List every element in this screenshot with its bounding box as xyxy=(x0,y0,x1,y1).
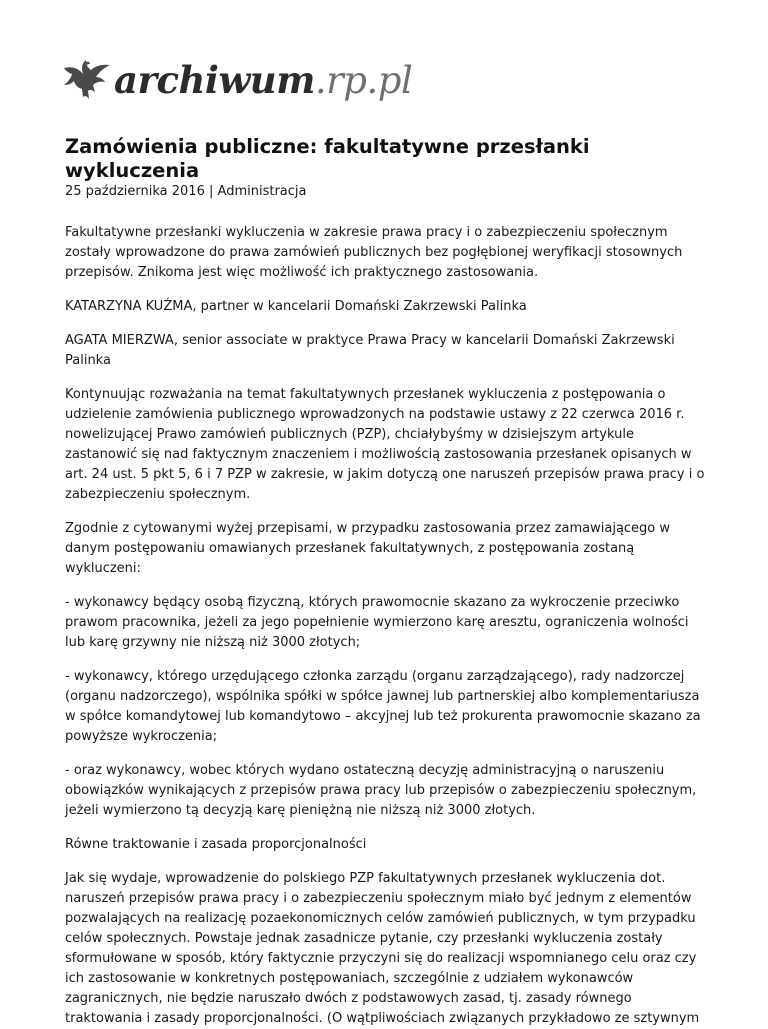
article-paragraph: Kontynuując rozważania na temat fakultatywnych przesłanek wykluczenia z postępowania o udzielenie zamówienia publicznego wprowadzonych na podstawie ustawy z 22 czerwca 2016 r. nowelizującej Prawo zamówień publicznych (PZP), chciałybyśmy w dzisiejszym artykule zastanowić się nad faktycznym znaczeniem i możliwością zastosowania przesłanek opisanych w art. 24 ust. 5 pkt 5, 6 i 7 PZP w zakresie, w jakim dotyczą one naruszeń przepisów prawa pracy i o zabezpieczeniu społecznym. xyxy=(65,387,705,502)
article-date: 25 października 2016 xyxy=(65,184,205,199)
section-subheading: Równe traktowanie i zasada proporcjonalności xyxy=(65,837,367,852)
logo-wordmark xyxy=(114,57,413,102)
logo-text-suffix: .rp.pl xyxy=(314,58,413,102)
logo-text-main: archiwum xyxy=(114,57,315,102)
article-title: Zamówienia publiczne: fakultatywne przesłanki wykluczenia xyxy=(65,135,590,182)
article-lead: Fakultatywne przesłanki wykluczenia w zakresie prawa pracy i o zabezpieczeniu społecznym zostały wprowadzone do prawa zamówień publicznych bez pogłębionej weryfikacji stosownych przepisów. Znikoma jest więc możliwość ich praktycznego zastosowania. xyxy=(65,225,683,280)
article-paragraph: Jak się wydaje, wprowadzenie do polskiego PZP fakultatywnych przesłanek wykluczenia dot. naruszeń przepisów prawa pracy i o zabezpieczeniu społecznym miało być jednym z elementów pozwalających na realizację pozaekonomicznych celów zamówień publicznych, w tym przypadku celów społecznych. Powstaje jednak zasadnicze pytanie, czy przesłanki wykluczenia zostały sformułowane w sposób, który faktycznie przyczyni się do realizacji wspomnianego celu oraz czy ich zastosowanie w konkretnych postępowaniach, szczególnie z udziałem wykonawców zagranicznych, nie będzie naruszało dwóch z podstawowych zasad, tj. zasady równego traktowania i zasady proporcjonalności. (O wątpliwościach związanych przykładowo ze sztywnym xyxy=(65,871,700,1026)
article xyxy=(65,135,705,1029)
article-paragraph: - oraz wykonawcy, wobec których wydano ostateczną decyzję administracyjną o naruszeniu obowiązków wynikających z przepisów prawa pracy lub przepisów o zabezpieczeniu społecznym, jeżeli wymierzono tą decyzją karę pieniężną nie niższą niż 3000 złotych. xyxy=(65,763,697,818)
article-category[interactable]: Administracja xyxy=(217,184,307,199)
site-logo[interactable] xyxy=(62,56,412,104)
article-paragraph: - wykonawcy, którego urzędującego członka zarządu (organu zarządzającego), rady nadzorczej (organu nadzorczego), wspólnika spółki w spółce jawnej lub partnerskiej albo komplementariusza w spółce komandytowej lub komandytowo – akcyjnej lub też prokurenta prawomocnie skazano za powyższe wykroczenia; xyxy=(65,669,701,744)
author-line: AGATA MIERZWA, senior associate w praktyce Prawa Pracy w kancelarii Domański Zakrzewski Palinka xyxy=(65,333,675,368)
article-meta xyxy=(65,183,705,201)
article-paragraph: - wykonawcy będący osobą fizyczną, których prawomocnie skazano za wykroczenie przeciwko prawom pracownika, jeżeli za jego popełnienie wymierzono karę aresztu, ograniczenia wolności lub karę grzywny nie niższą niż 3000 złotych; xyxy=(65,595,689,650)
meta-separator: | xyxy=(209,184,214,199)
article-paragraph: Zgodnie z cytowanymi wyżej przepisami, w przypadku zastosowania przez zamawiającego w danym postępowaniu omawianych przesłanek fakultatywnych, z postępowania zostaną wykluczeni: xyxy=(65,521,671,576)
author-line: KATARZYNA KUŹMA, partner w kancelarii Domański Zakrzewski Palinka xyxy=(65,299,527,314)
eagle-icon xyxy=(62,58,112,102)
